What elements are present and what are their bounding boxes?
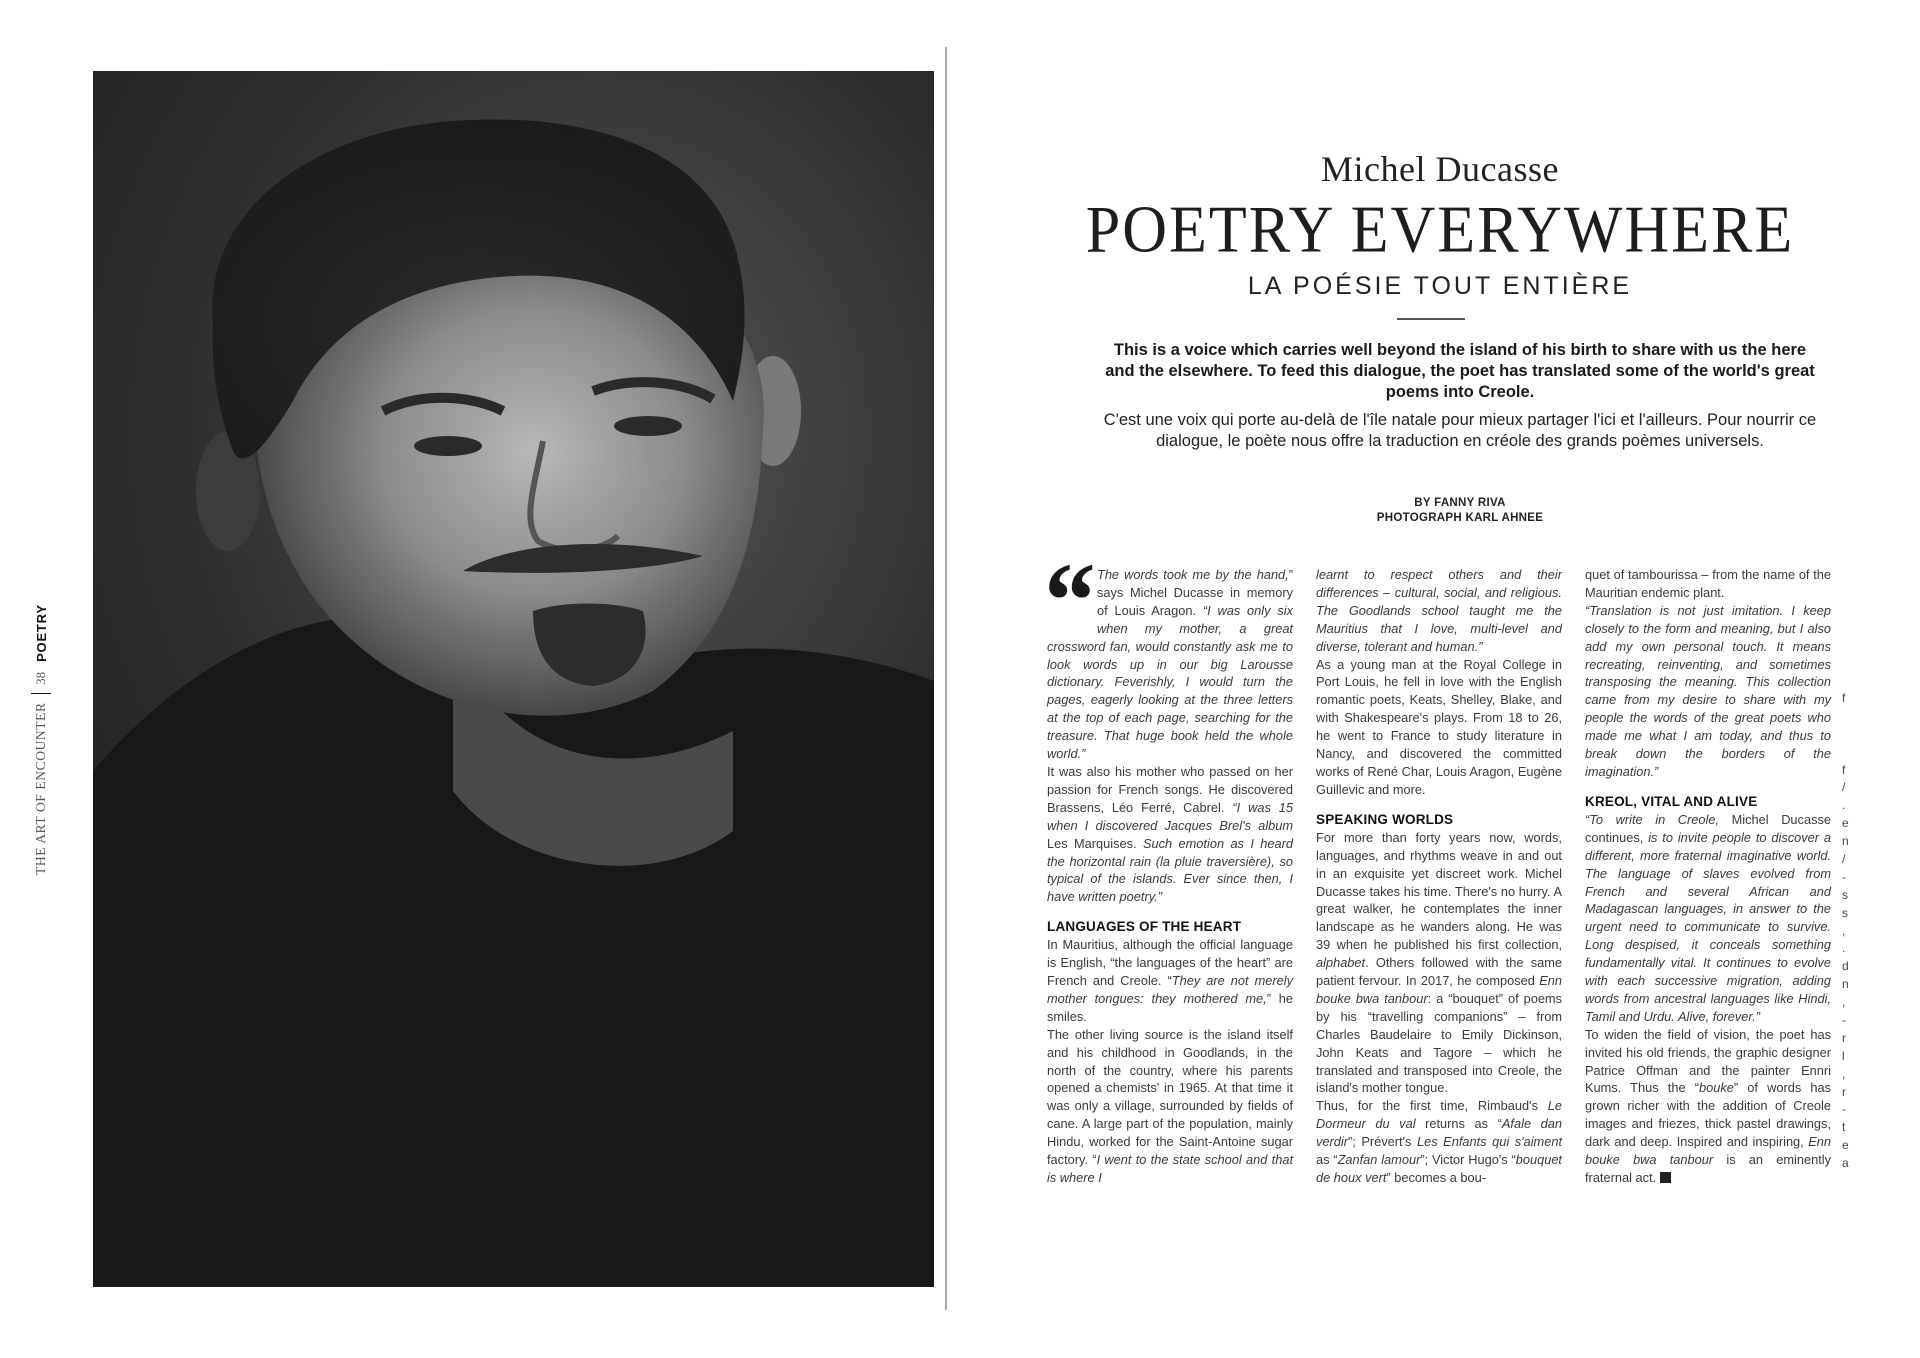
body-column-1 — [1044, 542, 1294, 1187]
paragraph: It was also his mother who passed on her passion for French songs. He discovered Brassens, Léo Ferré, Cabrel. “I was 15 when I discovered Jacques Brel's album Les Marquises. Such emotion as I heard the horizontal rain (la pluie traversière), so typical of the islands. Ever since then, I have written poetry.” — [1047, 763, 1294, 905]
body-column-3 — [1585, 566, 1831, 1187]
paragraph: “Translation is not just imitation. I keep closely to the form and meaning, but I also add my own personal touch. It means recreating, reinventing, and sometimes transposing the meaning. This collection came from my desire to share with my people the words of the great poets who made me what I am today, and thus to break down the borders of the imagination.” — [1585, 602, 1831, 779]
subheading-kreol-vital-and-alive: KREOL, VITAL AND ALIVE — [1585, 793, 1758, 809]
page-number: 38 — [33, 671, 48, 685]
next-page-bleed: f f / . e n / - s s , . d n , - r l , r - t e a — [1842, 691, 1849, 1171]
drop-quote-mark: “ — [1044, 542, 1090, 661]
byline-photographer: PHOTOGRAPH KARL AHNEE — [1376, 512, 1544, 524]
title-divider — [1397, 318, 1465, 320]
page-fold-line — [945, 47, 947, 1310]
paragraph: The other living source is the island itself and his childhood in Goodlands, in the north of the country, where his parents opened a chemists' in 1965. At that time it was only a village, surrounded by fields of cane. A large part of the population, mainly Hindu, worked for the Saint-Antoine sugar factory. “I went to the state school and that is where I — [1047, 1026, 1294, 1185]
body-column-2 — [1316, 566, 1562, 1187]
side-divider — [31, 693, 51, 695]
paragraph: “To write in Creole, Michel Ducasse continues, is to invite people to discover a different, more fraternal imaginative world. The language of slaves evolved from French and several African and Madagascan languages, in answer to the urgent need to communicate to survive. Long despised, it conceals something fundamentally vital. It continues to evolve with each successive migration, adding words from ancestral languages like Hindi, Tamil and Urdu. Alive, forever.” — [1585, 811, 1831, 1024]
intro-english: This is a voice which carries well beyond the island of his birth to share with us the here and the elsewhere. To feed this dialogue, the poet has translated some of the world's great poems into Creole. — [1105, 341, 1815, 401]
subheading-speaking-worlds: SPEAKING WORLDS — [1316, 811, 1454, 827]
article-subtitle: LA POÉSIE TOUT ENTIÈRE — [1247, 272, 1633, 300]
magazine-name: THE ART OF ENCOUNTER — [33, 702, 48, 875]
paragraph: The words took me by the hand,” says Michel Ducasse in memory of Louis Aragon. “I was only six when my mother, a great crossword fan, would constantly ask me to look words up in our big Larousse dictionary. Feverishly, I would turn the pages, eagerly looking at the three letters at the top of each page, searching for the treasure. That huge book held the whole world.” — [1047, 567, 1293, 762]
section-label: POETRY — [33, 604, 49, 662]
paragraph: learnt to respect others and their differences – cultural, social, and religious. The Goodlands school taught me the Mauritius that I love, multi-level and diverse, tolerant and human.” — [1316, 567, 1562, 654]
end-of-article-mark — [1660, 1172, 1671, 1183]
paragraph: As a young man at the Royal College in Port Louis, he fell in love with the English romantic poets, Keats, Shelley, Blake, and with Shakespeare's plays. From 18 to 26, he went to France to study literature in Nancy, and discovered the committed works of René Char, Louis Aragon, Eugène Guillevic and more. — [1316, 656, 1562, 797]
portrait-illustration — [93, 71, 934, 1287]
paragraph: To widen the field of vision, the poet has invited his old friends, the graphic designer Patrice Offman and the painter Ennri Kums. Thus the “bouke” of words has grown richer with the addition of Creole images and friezes, thick pastel drawings, dark and deep. Inspired and inspiring, Enn bouke bwa tanbour is an eminently fraternal act. — [1585, 1026, 1832, 1185]
byline — [1290, 496, 1630, 526]
article-title: POETRY EVERYWHERE — [1085, 193, 1795, 267]
page-side-tab — [26, 575, 56, 875]
paragraph: In Mauritius, although the official language is English, “the languages of the heart” are French and Creole. “They are not merely mother tongues: they mothered me,” he smiles. — [1047, 937, 1293, 1024]
byline-author: BY FANNY RIVA — [1414, 497, 1506, 509]
paragraph: For more than forty years now, words, languages, and rhythms weave in and out in an exquisite yet discreet work. Michel Ducasse takes his time. There's no hurry. A great walker, he contemplates the inner landscape as he wanders along. He was 39 when he published his first collection, alphabet. Others followed with the same patient fervour. In 2017, he composed Enn bouke bwa tanbour: a “bouquet” of poems by his “travelling companions” – from Charles Baudelaire to Emily Dickinson, John Keats and Tagore – which he translated and transposed into Creole, the island's mother tongue. — [1316, 829, 1562, 1096]
paragraph: quet of tambourissa – from the name of the Mauritian endemic plant. — [1585, 567, 1831, 600]
author-name: Michel Ducasse — [1321, 149, 1559, 189]
subheading-languages-of-the-heart: LANGUAGES OF THE HEART — [1047, 919, 1242, 935]
paragraph: Thus, for the first time, Rimbaud's Le Dormeur du val returns as “Afale dan verdir”; Prévert's Les Enfants qui s'aiment as “Zanfan lamour”; Victor Hugo's “bouquet de houx vert” becomes a bou- — [1316, 1098, 1562, 1185]
portrait-photo — [93, 71, 934, 1287]
intro-french: C'est une voix qui porte au-delà de l'île natale pour mieux partager l'ici et l'ailleurs. Pour nourrir ce dialogue, le poète nous offre la traduction en créole des grands poèmes universels. — [1103, 411, 1817, 450]
